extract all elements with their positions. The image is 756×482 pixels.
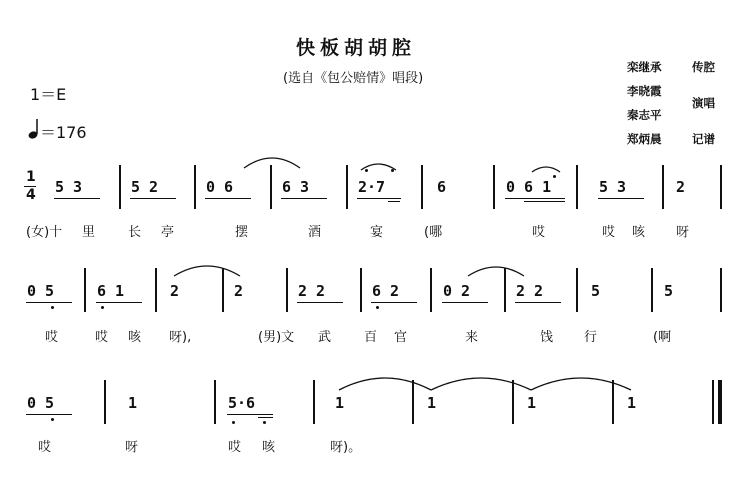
note-group: 2 2 (298, 282, 326, 300)
credit-name-4: 郑炳晨 (627, 132, 662, 146)
credit-name-3: 秦志平 (627, 108, 662, 122)
lyric-word: 哎 (602, 225, 616, 240)
lyric-word: 官 (394, 330, 408, 345)
note-group: 1 (128, 394, 138, 412)
note-group: 2 (170, 282, 180, 300)
score-subtitle: (选自《包公赔情》唱段) (283, 71, 424, 86)
lyric-word: 宴 (370, 225, 384, 240)
credit-role-3: 记谱 (692, 132, 715, 146)
key-signature: 1＝E (30, 85, 67, 104)
lyric-word: 呀 (676, 225, 690, 240)
lyric-word: 摆 (235, 225, 249, 240)
note-group: 6 1 (97, 282, 125, 300)
note-group: 6 (437, 178, 447, 196)
time-signature-bottom: 4 (26, 187, 36, 203)
credit-role-1: 传腔 (692, 60, 715, 74)
lyric-word: 来 (465, 330, 479, 345)
lyric-word: (男)文 (258, 330, 295, 345)
note-group: 0 2 (443, 282, 471, 300)
lyric-word: 饯 (540, 330, 554, 345)
lyric-word: 呀), (169, 330, 192, 345)
note-group: 0 5 (27, 394, 55, 412)
tempo-marking: ＝176 (40, 123, 87, 142)
lyric-word: (啊 (653, 330, 672, 345)
note-group: 1 (627, 394, 637, 412)
note-group: 1 (427, 394, 437, 412)
note-group: 5 (664, 282, 674, 300)
note-group: 1 (335, 394, 345, 412)
note-group: 5 2 (131, 178, 159, 196)
lyric-word: (女)十 (26, 225, 63, 240)
note-group: 5 (591, 282, 601, 300)
lyric-word: 行 (584, 330, 598, 345)
note-group: 2 (234, 282, 244, 300)
lyric-word: 哎 (532, 225, 546, 240)
lyric-word: 咳 (262, 440, 276, 455)
note-group: 2 2 (516, 282, 544, 300)
note-group: 0 6 1 (506, 178, 552, 196)
credit-name-2: 李晓霞 (627, 84, 662, 98)
note-group: 2 (676, 178, 686, 196)
score-title: 快板胡胡腔 (296, 37, 417, 59)
note-group: 0 5 (27, 282, 55, 300)
credit-role-2: 演唱 (692, 96, 715, 110)
lyric-word: 哎 (228, 440, 242, 455)
lyric-word: 哎 (38, 440, 52, 455)
note-group: 1 (527, 394, 537, 412)
lyric-word: (哪 (424, 225, 443, 240)
lyric-word: 酒 (308, 225, 322, 240)
lyric-word: 咳 (128, 330, 142, 345)
time-signature-top: 1 (26, 169, 36, 185)
lyric-word: 哎 (95, 330, 109, 345)
note-group: 6 3 (282, 178, 310, 196)
lyric-word: 里 (82, 225, 96, 240)
lyric-word: 武 (318, 330, 332, 345)
lyric-word: 呀)。 (330, 440, 362, 455)
lyric-word: 百 (364, 330, 378, 345)
note-group: 6 2 (372, 282, 400, 300)
lyric-word: 长 (128, 225, 142, 240)
lyric-word: 亭 (161, 225, 175, 240)
note-group: 5 3 (599, 178, 627, 196)
note-group: 2·7 (358, 178, 386, 196)
lyric-word: 咳 (632, 225, 646, 240)
credit-name-1: 栾继承 (627, 60, 662, 74)
lyric-word: 呀 (125, 440, 139, 455)
lyric-word: 哎 (45, 330, 59, 345)
note-group: 5 3 (55, 178, 83, 196)
note-group: 0 6 (206, 178, 234, 196)
note-group: 5·6 (228, 394, 256, 412)
